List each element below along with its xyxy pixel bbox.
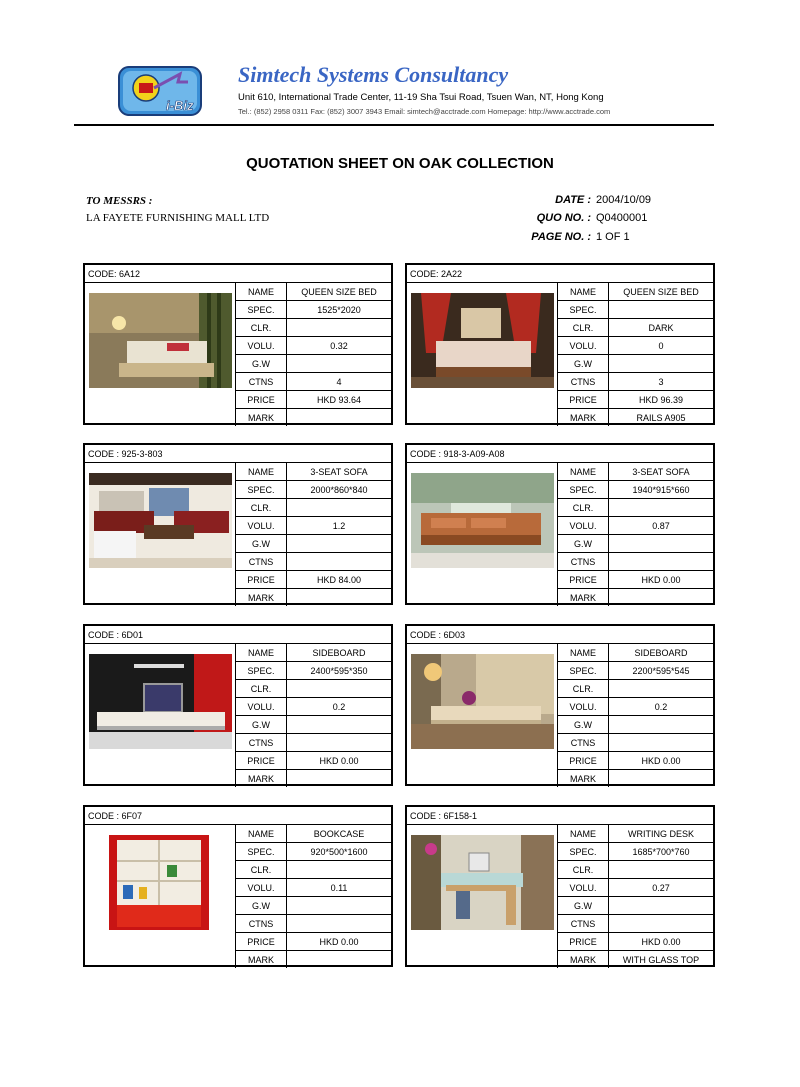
spec-label: SPEC. bbox=[558, 481, 609, 499]
spec-value: 3-SEAT SOFA bbox=[609, 463, 714, 481]
spec-row bbox=[558, 915, 714, 933]
spec-row bbox=[558, 355, 714, 373]
spec-label: MARK bbox=[558, 770, 609, 788]
spec-label: CLR. bbox=[236, 499, 287, 517]
spec-label: VOLU. bbox=[558, 879, 609, 897]
spec-row bbox=[236, 879, 392, 897]
spec-table bbox=[557, 463, 713, 606]
spec-row bbox=[558, 463, 714, 481]
spec-label: PRICE bbox=[236, 571, 287, 589]
spec-label: G.W bbox=[236, 897, 287, 915]
spec-label: CTNS bbox=[558, 553, 609, 571]
spec-label: NAME bbox=[558, 825, 609, 843]
spec-label: PRICE bbox=[236, 752, 287, 770]
spec-value: RAILS A905 bbox=[609, 409, 714, 427]
spec-value bbox=[287, 861, 392, 879]
spec-row bbox=[236, 499, 392, 517]
spec-row bbox=[558, 499, 714, 517]
product-code: CODE : 925-3-803 bbox=[85, 445, 391, 463]
spec-table bbox=[557, 825, 713, 968]
spec-row bbox=[558, 553, 714, 571]
spec-label: MARK bbox=[236, 770, 287, 788]
spec-label: NAME bbox=[236, 825, 287, 843]
spec-value: HKD 96.39 bbox=[609, 391, 714, 409]
spec-label: PRICE bbox=[236, 933, 287, 951]
spec-row bbox=[236, 770, 392, 788]
spec-value: 2000*860*840 bbox=[287, 481, 392, 499]
product-code: CODE : 6F158-1 bbox=[407, 807, 713, 825]
wooden-sofa-photo bbox=[411, 473, 554, 568]
spec-label: PRICE bbox=[236, 391, 287, 409]
spec-row bbox=[236, 571, 392, 589]
bed-room-red-curtain-photo bbox=[411, 293, 554, 388]
spec-row bbox=[236, 734, 392, 752]
spec-value: 2400*595*350 bbox=[287, 662, 392, 680]
spec-row bbox=[236, 409, 392, 427]
spec-row bbox=[236, 915, 392, 933]
spec-value: 920*500*1600 bbox=[287, 843, 392, 861]
spec-label: CTNS bbox=[558, 915, 609, 933]
spec-label: VOLU. bbox=[558, 337, 609, 355]
spec-value bbox=[609, 861, 714, 879]
spec-label: G.W bbox=[236, 355, 287, 373]
spec-value bbox=[609, 355, 714, 373]
spec-value bbox=[287, 951, 392, 969]
spec-row bbox=[558, 698, 714, 716]
spec-value bbox=[287, 553, 392, 571]
spec-value bbox=[609, 716, 714, 734]
spec-row bbox=[558, 283, 714, 301]
spec-value bbox=[287, 355, 392, 373]
spec-row bbox=[236, 517, 392, 535]
spec-value bbox=[609, 770, 714, 788]
spec-row bbox=[558, 933, 714, 951]
spec-row bbox=[558, 644, 714, 662]
spec-row bbox=[236, 861, 392, 879]
spec-value bbox=[609, 734, 714, 752]
spec-value: 0.2 bbox=[287, 698, 392, 716]
company-address: Unit 610, International Trade Center, 11-19 Sha Tsui Road, Tsuen Wan, NT, Hong Kong bbox=[238, 92, 604, 103]
spec-row bbox=[236, 355, 392, 373]
date-value: 2004/10/09 bbox=[596, 194, 652, 206]
spec-row bbox=[558, 319, 714, 337]
spec-label: MARK bbox=[558, 951, 609, 969]
spec-value bbox=[287, 589, 392, 607]
spec-row bbox=[558, 662, 714, 680]
spec-label: MARK bbox=[558, 409, 609, 427]
spec-label: CTNS bbox=[558, 373, 609, 391]
spec-row bbox=[236, 481, 392, 499]
product-card bbox=[83, 805, 393, 967]
spec-value bbox=[287, 319, 392, 337]
company-name: Simtech Systems Consultancy bbox=[238, 62, 509, 87]
spec-value: 4 bbox=[287, 373, 392, 391]
spec-label: CLR. bbox=[558, 499, 609, 517]
writing-desk-photo bbox=[411, 835, 554, 930]
spec-row bbox=[558, 897, 714, 915]
spec-row bbox=[558, 517, 714, 535]
quo-value: Q0400001 bbox=[596, 212, 648, 224]
spec-value: HKD 0.00 bbox=[287, 933, 392, 951]
spec-value: QUEEN SIZE BED bbox=[609, 283, 714, 301]
spec-row bbox=[236, 825, 392, 843]
spec-label: G.W bbox=[558, 535, 609, 553]
spec-row bbox=[558, 409, 714, 427]
spec-value: 3 bbox=[609, 373, 714, 391]
spec-label: VOLU. bbox=[236, 337, 287, 355]
spec-value: 1685*700*760 bbox=[609, 843, 714, 861]
spec-value bbox=[287, 716, 392, 734]
page-label: PAGE NO. : bbox=[531, 231, 591, 243]
spec-label: CTNS bbox=[236, 553, 287, 571]
product-card bbox=[405, 805, 715, 967]
spec-label: NAME bbox=[236, 644, 287, 662]
product-code: CODE: 6A12 bbox=[85, 265, 391, 283]
spec-value: 1525*2020 bbox=[287, 301, 392, 319]
spec-value: 3-SEAT SOFA bbox=[287, 463, 392, 481]
spec-value bbox=[287, 734, 392, 752]
spec-value: HKD 93.64 bbox=[287, 391, 392, 409]
spec-row bbox=[236, 373, 392, 391]
spec-value bbox=[609, 897, 714, 915]
spec-value: HKD 0.00 bbox=[287, 752, 392, 770]
product-card bbox=[405, 263, 715, 425]
spec-row bbox=[236, 391, 392, 409]
spec-value: 0 bbox=[609, 337, 714, 355]
page-value: 1 OF 1 bbox=[596, 231, 630, 243]
spec-row bbox=[558, 825, 714, 843]
spec-value bbox=[609, 535, 714, 553]
spec-value: HKD 0.00 bbox=[609, 933, 714, 951]
spec-row bbox=[236, 535, 392, 553]
spec-label: MARK bbox=[236, 589, 287, 607]
to-label: TO MESSRS : bbox=[86, 195, 153, 207]
spec-table bbox=[235, 825, 391, 968]
spec-row bbox=[558, 716, 714, 734]
spec-row bbox=[236, 644, 392, 662]
spec-label: CTNS bbox=[236, 373, 287, 391]
spec-row bbox=[558, 571, 714, 589]
spec-row bbox=[236, 752, 392, 770]
spec-label: MARK bbox=[236, 409, 287, 427]
product-code: CODE : 6F07 bbox=[85, 807, 391, 825]
customer-name: LA FAYETE FURNISHING MALL LTD bbox=[86, 212, 270, 224]
product-code: CODE: 2A22 bbox=[407, 265, 713, 283]
spec-label: MARK bbox=[236, 951, 287, 969]
quo-label: QUO NO. : bbox=[536, 212, 591, 224]
spec-label: NAME bbox=[236, 463, 287, 481]
spec-row bbox=[236, 680, 392, 698]
spec-label: CLR. bbox=[236, 680, 287, 698]
spec-row bbox=[558, 535, 714, 553]
spec-value: QUEEN SIZE BED bbox=[287, 283, 392, 301]
spec-value bbox=[609, 915, 714, 933]
spec-value bbox=[287, 897, 392, 915]
spec-value bbox=[287, 535, 392, 553]
spec-row bbox=[236, 843, 392, 861]
spec-label: PRICE bbox=[558, 571, 609, 589]
bookcase-photo bbox=[89, 835, 232, 930]
product-card bbox=[83, 624, 393, 786]
spec-label: VOLU. bbox=[558, 698, 609, 716]
spec-row bbox=[236, 951, 392, 969]
spec-row bbox=[236, 716, 392, 734]
product-card bbox=[83, 443, 393, 605]
spec-row bbox=[558, 734, 714, 752]
spec-row bbox=[558, 391, 714, 409]
spec-label: VOLU. bbox=[236, 698, 287, 716]
page-title: QUOTATION SHEET ON OAK COLLECTION bbox=[246, 155, 554, 172]
spec-label: G.W bbox=[558, 897, 609, 915]
spec-value: WITH GLASS TOP bbox=[609, 951, 714, 969]
spec-value: SIDEBOARD bbox=[609, 644, 714, 662]
spec-value: SIDEBOARD bbox=[287, 644, 392, 662]
spec-row bbox=[236, 319, 392, 337]
spec-label: PRICE bbox=[558, 391, 609, 409]
spec-row bbox=[558, 589, 714, 607]
tv-sideboard-photo bbox=[89, 654, 232, 749]
spec-row bbox=[558, 861, 714, 879]
spec-row bbox=[236, 553, 392, 571]
ibiz-logo bbox=[118, 66, 202, 116]
spec-label: G.W bbox=[558, 355, 609, 373]
low-sideboard-photo bbox=[411, 654, 554, 749]
spec-row bbox=[558, 301, 714, 319]
spec-label: CLR. bbox=[558, 680, 609, 698]
spec-table bbox=[235, 463, 391, 606]
spec-value: 0.11 bbox=[287, 879, 392, 897]
spec-label: SPEC. bbox=[236, 481, 287, 499]
spec-value: 0.87 bbox=[609, 517, 714, 535]
spec-row bbox=[236, 698, 392, 716]
sofa-living-room-photo bbox=[89, 473, 232, 568]
spec-row bbox=[236, 337, 392, 355]
spec-label: CTNS bbox=[558, 734, 609, 752]
spec-label: SPEC. bbox=[558, 662, 609, 680]
spec-value: 0.32 bbox=[287, 337, 392, 355]
product-card bbox=[83, 263, 393, 425]
spec-table bbox=[235, 283, 391, 426]
spec-label: G.W bbox=[236, 716, 287, 734]
svg-text:i-Biz: i-Biz bbox=[166, 98, 194, 113]
spec-label: VOLU. bbox=[236, 879, 287, 897]
spec-row bbox=[558, 770, 714, 788]
spec-label: VOLU. bbox=[236, 517, 287, 535]
spec-value: HKD 0.00 bbox=[609, 752, 714, 770]
spec-label: CLR. bbox=[558, 319, 609, 337]
spec-label: NAME bbox=[558, 463, 609, 481]
spec-table bbox=[235, 644, 391, 787]
spec-label: G.W bbox=[236, 535, 287, 553]
spec-value: 1.2 bbox=[287, 517, 392, 535]
spec-value bbox=[287, 770, 392, 788]
spec-row bbox=[236, 933, 392, 951]
spec-label: SPEC. bbox=[236, 662, 287, 680]
spec-value bbox=[287, 499, 392, 517]
spec-value bbox=[287, 409, 392, 427]
spec-value bbox=[609, 553, 714, 571]
spec-label: NAME bbox=[558, 644, 609, 662]
spec-row bbox=[236, 897, 392, 915]
date-label: DATE : bbox=[555, 194, 591, 206]
spec-value: DARK bbox=[609, 319, 714, 337]
spec-value bbox=[287, 680, 392, 698]
spec-value bbox=[287, 915, 392, 933]
spec-label: VOLU. bbox=[558, 517, 609, 535]
spec-row bbox=[558, 843, 714, 861]
product-code: CODE : 6D01 bbox=[85, 626, 391, 644]
spec-label: PRICE bbox=[558, 752, 609, 770]
header-divider bbox=[74, 124, 714, 126]
spec-label: SPEC. bbox=[558, 843, 609, 861]
spec-table bbox=[557, 283, 713, 426]
spec-row bbox=[558, 373, 714, 391]
spec-value: BOOKCASE bbox=[287, 825, 392, 843]
spec-label: MARK bbox=[558, 589, 609, 607]
spec-row bbox=[558, 337, 714, 355]
spec-value bbox=[609, 680, 714, 698]
spec-value: 0.2 bbox=[609, 698, 714, 716]
spec-label: SPEC. bbox=[236, 301, 287, 319]
spec-row bbox=[236, 301, 392, 319]
spec-row bbox=[236, 662, 392, 680]
spec-value: HKD 84.00 bbox=[287, 571, 392, 589]
product-code: CODE : 6D03 bbox=[407, 626, 713, 644]
spec-label: NAME bbox=[558, 283, 609, 301]
spec-label: CTNS bbox=[236, 915, 287, 933]
spec-label: CLR. bbox=[558, 861, 609, 879]
spec-value: 1940*915*660 bbox=[609, 481, 714, 499]
company-contact: Tel.: (852) 2958 0311 Fax: (852) 3007 3943 Email: simtech@acctrade.com Homepage: http://www.acctrade.com bbox=[238, 107, 611, 116]
spec-label: CTNS bbox=[236, 734, 287, 752]
spec-row bbox=[558, 879, 714, 897]
spec-value: 2200*595*545 bbox=[609, 662, 714, 680]
spec-row bbox=[558, 951, 714, 969]
spec-value: WRITING DESK bbox=[609, 825, 714, 843]
spec-label: SPEC. bbox=[558, 301, 609, 319]
spec-label: NAME bbox=[236, 283, 287, 301]
spec-row bbox=[558, 481, 714, 499]
spec-value: 0.27 bbox=[609, 879, 714, 897]
bed-room-photo bbox=[89, 293, 232, 388]
spec-row bbox=[236, 589, 392, 607]
product-card bbox=[405, 624, 715, 786]
spec-label: SPEC. bbox=[236, 843, 287, 861]
spec-label: G.W bbox=[558, 716, 609, 734]
spec-table bbox=[557, 644, 713, 787]
spec-value: HKD 0.00 bbox=[609, 571, 714, 589]
product-code: CODE : 918-3-A09-A08 bbox=[407, 445, 713, 463]
spec-value bbox=[609, 589, 714, 607]
spec-row bbox=[236, 283, 392, 301]
spec-row bbox=[558, 752, 714, 770]
spec-row bbox=[558, 680, 714, 698]
spec-label: CLR. bbox=[236, 319, 287, 337]
product-card bbox=[405, 443, 715, 605]
spec-row bbox=[236, 463, 392, 481]
spec-label: CLR. bbox=[236, 861, 287, 879]
spec-value bbox=[609, 499, 714, 517]
spec-label: PRICE bbox=[558, 933, 609, 951]
spec-value bbox=[609, 301, 714, 319]
